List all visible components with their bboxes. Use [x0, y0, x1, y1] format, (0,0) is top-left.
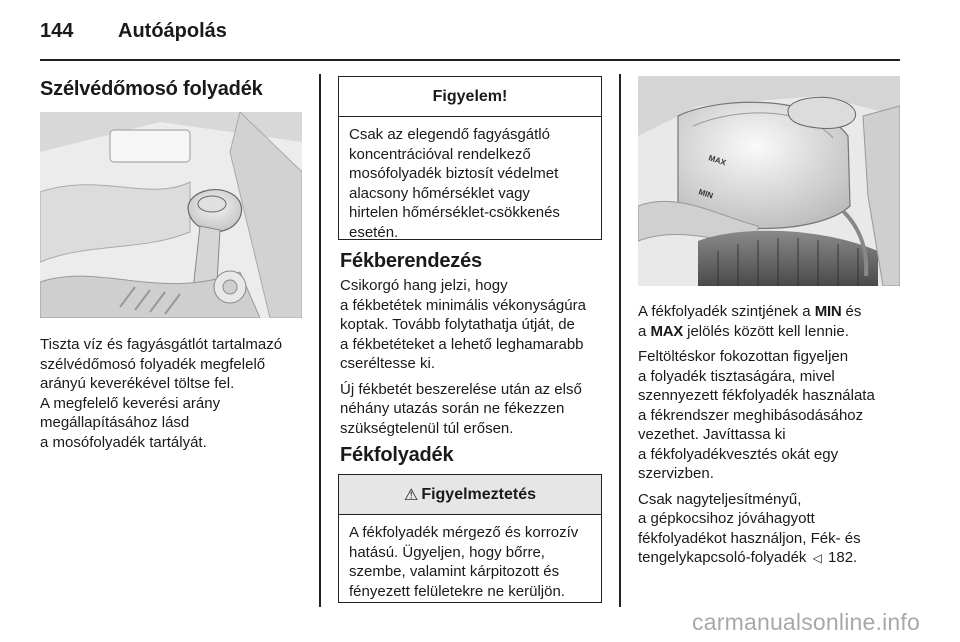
- washer-fluid-reservoir-illustration: [40, 112, 302, 318]
- text-line: a fékrendszer meghibásodásához: [638, 406, 864, 424]
- min-label: MIN: [814, 303, 842, 320]
- brake-fluid-text: [638, 302, 900, 575]
- warning-header: [339, 475, 601, 515]
- washer-fluid-text: [40, 335, 315, 452]
- text-line: Új fékbetét beszerelése után az első: [340, 380, 582, 398]
- page-reference-arrow-icon: ◁: [812, 551, 822, 565]
- text-line: alacsony hőmérséklet vagy: [349, 184, 530, 202]
- warning-title: Figyelmeztetés: [421, 485, 537, 503]
- text-line: néhány utazás során ne fékezzen: [340, 400, 565, 417]
- brake-fluid-reservoir-illustration: [638, 76, 900, 286]
- text-line: szükségtelenül túl erősen.: [340, 419, 514, 437]
- text-line: hatású. Ügyeljen, hogy bőrre,: [349, 543, 545, 561]
- text-line: a fékbetéteket a lehető leghamarabb: [340, 335, 584, 353]
- text-line: Csak az elegendő fagyásgátló: [349, 126, 550, 143]
- notice-box: [338, 76, 602, 240]
- text-line: fényezett felületekre ne kerüljön.: [349, 582, 565, 600]
- text-line: vezethet. Javíttassa ki: [638, 426, 786, 443]
- section-title-brake-fluid: Fékfolyadék: [340, 444, 454, 466]
- text-line: A fékfolyadék mérgező és korrozív: [349, 524, 579, 541]
- max-label: MAX: [650, 322, 683, 340]
- warning-box: [338, 474, 602, 603]
- min-mark-label: MIN: [697, 187, 715, 201]
- chapter-title: Autóápolás: [118, 20, 227, 42]
- column-divider-2: [619, 74, 621, 607]
- text-line: koncentrációval rendelkező: [349, 145, 531, 163]
- brake-fluid-paragraph-2: [638, 347, 900, 484]
- text-line: koptak. Tovább folytathatja útját, de: [340, 316, 575, 333]
- brakes-paragraph-2: [340, 380, 612, 439]
- washer-fluid-reservoir-image: [40, 112, 302, 318]
- text-line: Tiszta víz és fagyásgátlót tartalmazó: [40, 336, 283, 353]
- text-line: arányú keverékével töltse fel.: [40, 375, 235, 392]
- text-line: megállapításához lásd: [40, 414, 190, 431]
- text-line: cseréltesse ki.: [340, 355, 436, 372]
- notice-body: [339, 117, 601, 250]
- text-line: a gépkocsihoz jóváhagyott: [638, 510, 815, 527]
- text-run: és: [841, 303, 862, 320]
- text-line: a mosófolyadék tartályát.: [40, 433, 207, 451]
- text-run: tengelykapcsoló-folyadék: [638, 549, 807, 566]
- text-line: A megfelelő keverési arány: [40, 394, 221, 412]
- text-run: jelölés között kell lennie.: [682, 322, 849, 340]
- header-rule: [40, 59, 900, 61]
- notice-title: Figyelem!: [339, 77, 601, 117]
- watermark: carmanualsonline.info: [692, 609, 920, 635]
- text-line: fékfolyadékot használjon, Fék- és: [638, 529, 861, 547]
- text-line: hirtelen hőmérséklet-csökkenés: [349, 204, 560, 221]
- page-number: 144: [40, 20, 74, 42]
- warning-triangle-9-icon: ⚠: [403, 486, 419, 504]
- text-line: Csak nagyteljesítményű,: [638, 490, 802, 508]
- brakes-text: [340, 276, 612, 444]
- column-divider-1: [319, 74, 321, 607]
- brake-fluid-reservoir-image: [638, 76, 900, 286]
- brake-fluid-paragraph-1: [638, 302, 900, 341]
- section-title-washer-fluid: Szélvédőmosó folyadék: [40, 78, 263, 100]
- text-line: mosófolyadék biztosít védelmet: [349, 165, 559, 182]
- brakes-paragraph-1: [340, 276, 612, 374]
- text-line: szélvédőmosó folyadék megfelelő: [40, 355, 266, 373]
- max-mark-label: MAX: [707, 153, 728, 168]
- text-line: esetén.: [349, 223, 399, 241]
- text-line: Feltöltéskor fokozottan figyeljen: [638, 348, 849, 365]
- text-line: a fékfolyadékvesztés okát egy: [638, 445, 839, 463]
- page-reference-link[interactable]: 182.: [828, 549, 858, 566]
- text-run: A fékfolyadék szintjének a: [638, 303, 815, 320]
- section-title-brakes: Fékberendezés: [340, 250, 482, 272]
- text-run: a: [638, 322, 651, 340]
- text-line: szennyezett fékfolyadék használata: [638, 387, 875, 404]
- brake-fluid-paragraph-3: [638, 490, 900, 569]
- text-line: Csikorgó hang jelzi, hogy: [340, 277, 508, 294]
- text-line: a folyadék tisztaságára, mivel: [638, 367, 835, 385]
- warning-body: [339, 515, 601, 609]
- text-line: szembe, valamint kárpitozott és: [349, 563, 560, 580]
- text-line: a fékbetétek minimális vékonyságúra: [340, 296, 586, 314]
- text-line: szervizben.: [638, 465, 714, 482]
